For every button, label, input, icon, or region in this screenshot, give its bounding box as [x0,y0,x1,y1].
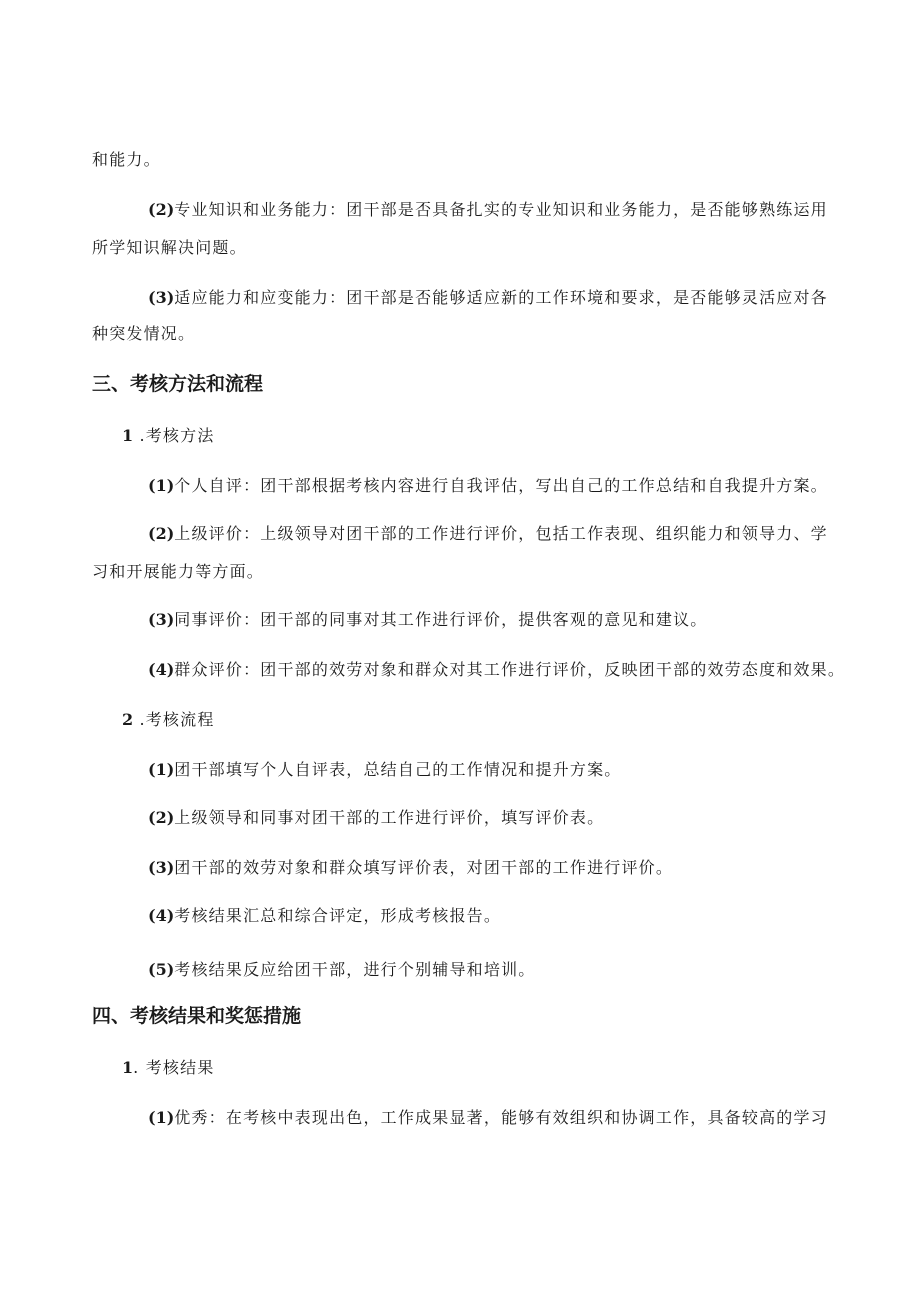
subheading-results [122,1057,215,1079]
item-text: 个人自评：团干部根据考核内容进行自我评估，写出自己的工作总结和自我提升方案。 [174,476,828,495]
item-text: 适应能力和应变能力：团干部是否能够适应新的工作环境和要求，是否能够灵活应对各 [174,288,828,307]
process-step-2 [148,807,604,829]
process-step-4 [148,905,501,927]
item-number: (3) [148,610,175,629]
paragraph-professional-knowledge [148,199,828,221]
section-heading-methods: 三、考核方法和流程 [92,373,264,395]
subheading-number: 2 [122,710,134,729]
list-item-superior-evaluation [148,523,828,545]
item-number: (3) [148,858,175,877]
item-number: (2) [148,808,175,827]
item-text: 优秀：在考核中表现出色，工作成果显著，能够有效组织和协调工作，具备较高的学习 [174,1108,828,1127]
item-number: (5) [148,960,175,979]
process-step-3 [148,857,673,879]
paragraph-line: 所学知识解决问题。 [92,238,247,257]
item-number: (4) [148,906,175,925]
item-text: 团干部的效劳对象和群众填写评价表，对团干部的工作进行评价。 [174,858,674,877]
list-item-public-evaluation [148,659,845,681]
paragraph-continuation: 和能力。 [92,150,161,169]
item-text: 同事评价：团干部的同事对其工作进行评价，提供客观的意见和建议。 [174,610,708,629]
subheading-number: 1 [122,426,134,445]
list-item-self-evaluation [148,475,828,497]
item-number: (2) [148,524,175,543]
item-text: 考核结果汇总和综合评定，形成考核报告。 [174,906,502,925]
subheading-methods [122,425,215,447]
item-number: (1) [148,1108,175,1127]
item-number: (1) [148,760,175,779]
item-number: (1) [148,476,175,495]
result-level-excellent [148,1107,828,1129]
item-text: 考核结果反应给团干部，进行个别辅导和培训。 [174,960,536,979]
item-text: 群众评价：团干部的效劳对象和群众对其工作进行评价，反映团干部的效劳态度和效果。 [174,660,846,679]
paragraph-line: 种突发情况。 [92,324,196,343]
section-heading-results: 四、考核结果和奖惩措施 [92,1005,302,1027]
subheading-process [122,709,215,731]
item-number: (2) [148,200,175,219]
process-step-1 [148,759,621,781]
subheading-label: .考核流程 [139,710,215,729]
paragraph-line: 习和开展能力等方面。 [92,562,265,581]
item-number: (4) [148,660,175,679]
subheading-number: 1 [122,1058,134,1077]
list-item-peer-evaluation [148,609,707,631]
item-text: 专业知识和业务能力：团干部是否具备扎实的专业知识和业务能力，是否能够熟练运用 [174,200,828,219]
item-text: 上级领导和同事对团干部的工作进行评价，填写评价表。 [174,808,605,827]
subheading-label: .考核方法 [139,426,215,445]
subheading-label: . 考核结果 [133,1058,215,1077]
process-step-5 [148,959,535,981]
paragraph-adaptability [148,287,828,309]
item-number: (3) [148,288,175,307]
item-text: 上级评价：上级领导对团干部的工作进行评价，包括工作表现、组织能力和领导力、学 [174,524,828,543]
item-text: 团干部填写个人自评表，总结自己的工作情况和提升方案。 [174,760,622,779]
